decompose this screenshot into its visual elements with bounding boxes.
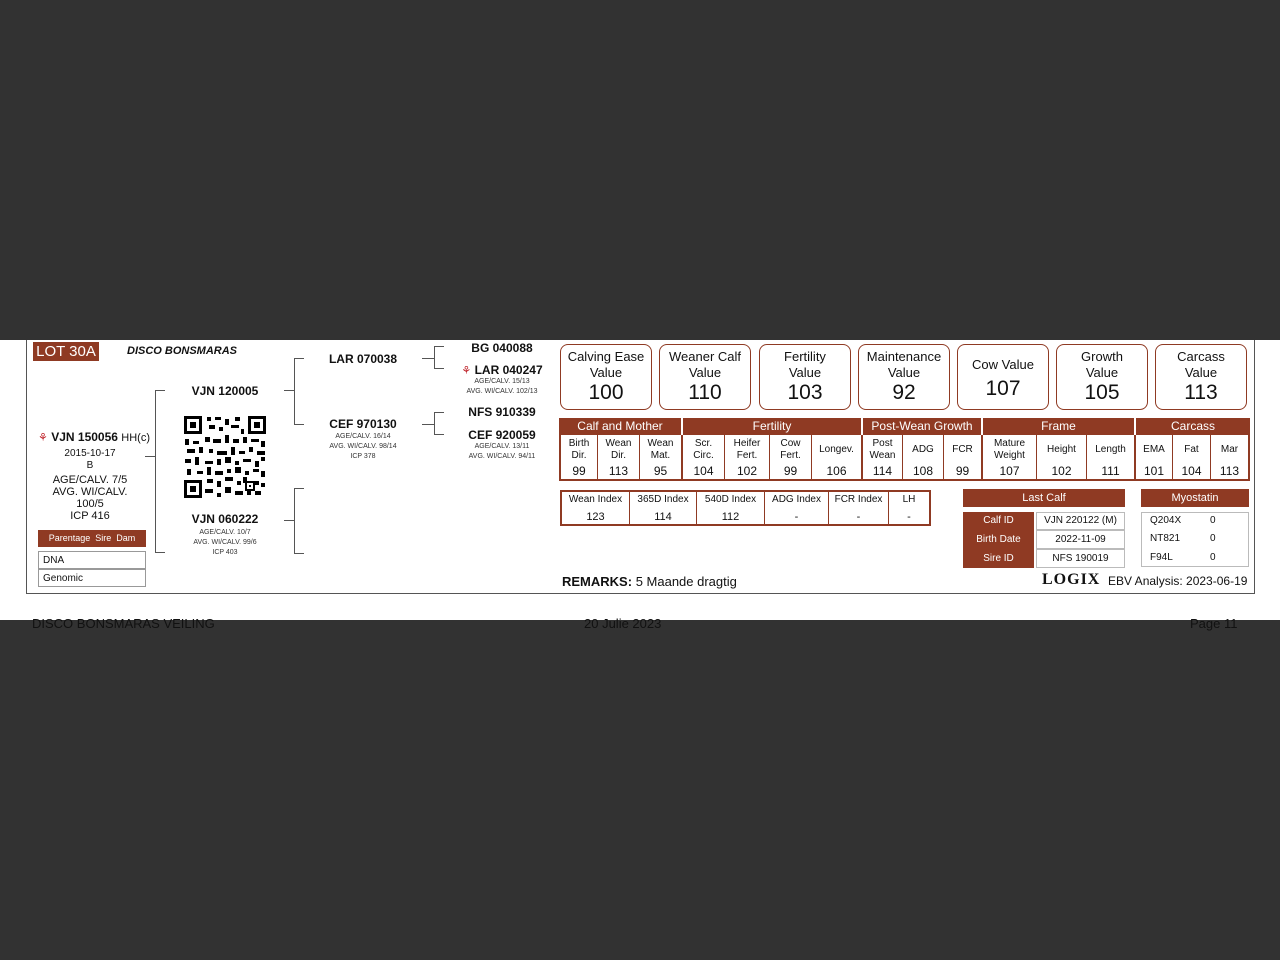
footer-right: Page 11 xyxy=(1190,616,1238,631)
ebv-cell: Longev. 106 xyxy=(812,435,863,481)
animal-block xyxy=(38,430,151,522)
gen3-age-calv-2: AGE/CALV. 15/13 xyxy=(474,378,530,385)
ebv-cell: FCR 99 xyxy=(944,435,983,481)
myostatin-key: NT821 xyxy=(1150,533,1181,544)
ped-line xyxy=(294,424,304,425)
index-cell: 365D Index 114 xyxy=(630,492,697,524)
dam-icp: ICP 403 xyxy=(212,549,238,556)
animal-avg-wi: AVG. WI/CALV. 100/5 xyxy=(52,486,128,510)
ped-line xyxy=(294,488,304,489)
value-label-2: Value xyxy=(1184,365,1218,380)
qr-code xyxy=(183,415,267,499)
gen3-id-2: LAR 040247 xyxy=(474,363,543,377)
parentage-header xyxy=(38,530,146,547)
ped-line xyxy=(294,488,295,554)
gen3-id-4: CEF 920059 xyxy=(468,428,536,442)
animal-icp: ICP 416 xyxy=(70,510,110,522)
footer-center: 20 Julie 2023 xyxy=(584,616,662,631)
sire-dam-block xyxy=(318,417,408,462)
remarks xyxy=(562,574,737,589)
gen3-id-1: BG 040088 xyxy=(471,341,533,355)
ebv-cell: Post Wean 114 xyxy=(863,435,903,481)
index-cell: FCR Index - xyxy=(829,492,889,524)
dam-id: VJN 060222 xyxy=(191,512,259,526)
ebv-cell: Cow Fert. 99 xyxy=(770,435,812,481)
animal-grade: B xyxy=(86,460,94,471)
value-box-fertility xyxy=(759,344,851,410)
value-number: 92 xyxy=(892,381,916,404)
value-number: 100 xyxy=(588,381,624,404)
remarks-text: 5 Maande dragtig xyxy=(635,574,737,589)
value-label-2: Value xyxy=(1085,365,1119,380)
ped-line xyxy=(434,368,444,369)
index-table xyxy=(560,490,931,526)
sire-dam-icp: ICP 378 xyxy=(350,453,376,460)
myostatin-value: 0 xyxy=(1210,533,1216,544)
sire-sire-id: LAR 070038 xyxy=(328,352,398,366)
footer-left: DISCO BONSMARAS VEILING xyxy=(32,616,215,631)
ebv-cell: Mar 113 xyxy=(1219,444,1240,478)
value-box-growth xyxy=(1056,344,1148,410)
index-cell: LH - xyxy=(902,494,916,523)
index-cell: Wean Index 123 xyxy=(562,492,630,524)
gen3-block-4 xyxy=(460,428,544,462)
parentage-genomic: Genomic xyxy=(38,569,146,587)
value-number: 103 xyxy=(787,381,823,404)
ebv-cell: Height 102 xyxy=(1037,435,1087,481)
dam-avg: AVG. WI/CALV. 99/6 xyxy=(193,539,257,546)
catalogue-sheet xyxy=(0,340,1280,631)
ped-line xyxy=(155,390,156,553)
sire-dam-age-calv: AGE/CALV. 16/14 xyxy=(335,433,391,440)
group-carcass: Carcass xyxy=(1136,418,1250,435)
ebv-cell: Heifer Fert. 102 xyxy=(725,435,770,481)
parentage-dna: DNA xyxy=(38,551,146,569)
gen3-id-2-row xyxy=(460,363,544,377)
ebv-cell: Wean Dir. 113 xyxy=(598,435,640,481)
gen3-block-2 xyxy=(460,363,544,397)
sire-dam-id: CEF 970130 xyxy=(329,417,397,431)
last-calf-value: NFS 190019 xyxy=(1036,549,1125,568)
remarks-label: REMARKS: xyxy=(562,574,633,589)
ped-line xyxy=(434,412,444,413)
ebv-cell: Scr. Circ. 104 xyxy=(683,435,725,481)
value-box-weaner-calf xyxy=(659,344,751,410)
gen3-avg-4: AVG. WI/CALV. 94/11 xyxy=(468,453,536,460)
ped-line xyxy=(294,358,304,359)
animal-dob: 2015-10-17 xyxy=(64,448,116,459)
last-calf-key: Birth Date xyxy=(963,530,1034,549)
parentage-sire: Sire xyxy=(95,533,112,543)
ebv-analysis-date: EBV Analysis: 2023-06-19 xyxy=(1108,574,1248,588)
value-label-1: Fertility xyxy=(784,349,826,364)
ped-line xyxy=(155,552,165,553)
ped-line xyxy=(422,424,434,425)
myostatin-value: 0 xyxy=(1210,552,1216,563)
value-label-1: Carcass xyxy=(1177,349,1225,364)
value-box-maintenance xyxy=(858,344,950,410)
myostatin-key: Q204X xyxy=(1150,515,1182,526)
group-fertility: Fertility xyxy=(683,418,861,435)
bull-icon: ⚘ xyxy=(461,365,472,377)
ebv-cell: Birth Dir. 99 xyxy=(561,435,598,481)
value-number: 107 xyxy=(985,377,1021,400)
last-calf-value: 2022-11-09 xyxy=(1036,530,1125,549)
logix-logo: LOGIX xyxy=(1042,571,1101,588)
ped-line xyxy=(434,434,444,435)
ebv-cell: Wean Mat. 95 xyxy=(640,435,683,481)
sire-dam-avg: AVG. WI/CALV. 98/14 xyxy=(329,443,397,450)
ped-line xyxy=(284,390,294,391)
ebv-cell: EMA 101 xyxy=(1136,435,1173,481)
value-label-1: Cow Value xyxy=(972,357,1034,372)
value-box-carcass xyxy=(1155,344,1247,410)
lot-label: LOT 30A xyxy=(33,342,99,361)
value-label-2: Value xyxy=(589,365,623,380)
ebv-cell: Length 111 xyxy=(1087,435,1136,481)
value-box-calving-ease xyxy=(560,344,652,410)
value-label-1: Weaner Calf xyxy=(668,349,741,364)
myostatin-value: 0 xyxy=(1210,515,1216,526)
animal-id: VJN 150056 xyxy=(51,430,118,444)
value-label-2: Value xyxy=(788,365,822,380)
animal-id-row xyxy=(38,430,151,444)
bull-icon: ⚘ xyxy=(38,432,48,444)
ebv-cell: Mature Weight 107 xyxy=(983,435,1037,481)
parentage-title: Parentage xyxy=(48,533,91,543)
value-box-cow xyxy=(957,344,1049,410)
value-label-2: Value xyxy=(887,365,921,380)
dam-age-calv: AGE/CALV. 10/7 xyxy=(199,529,251,536)
ped-line xyxy=(434,346,444,347)
index-cell: 540D Index 112 xyxy=(697,492,765,524)
dam-block xyxy=(180,512,270,558)
value-label-2: Value xyxy=(688,365,722,380)
ebv-cell: ADG 108 xyxy=(903,435,944,481)
last-calf-value: VJN 220122 (M) xyxy=(1036,512,1125,530)
ped-line xyxy=(284,520,294,521)
animal-age-calv: AGE/CALV. 7/5 xyxy=(52,474,128,486)
ped-line xyxy=(422,358,434,359)
value-number: 113 xyxy=(1184,381,1218,404)
myostatin-title: Myostatin xyxy=(1141,489,1249,507)
value-number: 110 xyxy=(688,381,722,404)
ped-line xyxy=(294,358,295,425)
myostatin-key: F94L xyxy=(1150,552,1173,563)
ped-line xyxy=(145,456,155,457)
group-frame: Frame xyxy=(983,418,1134,435)
group-post-wean-growth: Post-Wean Growth xyxy=(863,418,981,435)
value-label-1: Maintenance xyxy=(866,349,942,364)
ebv-cell: Fat 104 xyxy=(1173,435,1211,481)
value-label-1: Calving Ease xyxy=(567,349,645,364)
breeder-name: DISCO BONSMARAS xyxy=(127,345,238,357)
value-number: 105 xyxy=(1084,381,1120,404)
index-cell: ADG Index - xyxy=(765,492,829,524)
sire-id: VJN 120005 xyxy=(191,384,259,398)
ped-line xyxy=(434,346,435,368)
parentage-dam: Dam xyxy=(116,533,136,543)
ped-line xyxy=(434,412,435,434)
last-calf-title: Last Calf xyxy=(963,489,1125,507)
gen3-age-calv-4: AGE/CALV. 13/11 xyxy=(474,443,530,450)
last-calf-key: Sire ID xyxy=(963,549,1034,568)
gen3-id-3: NFS 910339 xyxy=(468,405,536,419)
last-calf-key: Calf ID xyxy=(963,512,1034,530)
value-label-1: Growth xyxy=(1081,349,1123,364)
group-calf-and-mother: Calf and Mother xyxy=(559,418,681,435)
animal-suffix: HH(c) xyxy=(121,432,151,444)
gen3-avg-2: AVG. WI/CALV. 102/13 xyxy=(466,388,538,395)
ped-line xyxy=(155,390,165,391)
ped-line xyxy=(294,553,304,554)
